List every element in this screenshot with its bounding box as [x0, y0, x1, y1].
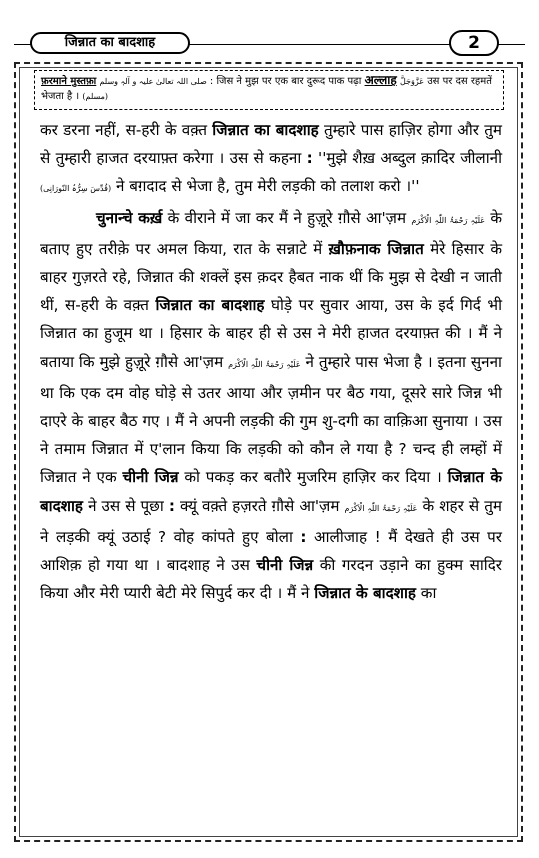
text-run: ''मुझे शैख़ अब्दुल क़ादिर जीलानी	[312, 149, 503, 168]
bold-phrase: जिन्नात के बादशाह	[40, 468, 502, 515]
saying-arabic-blessing: صلی اللہ تعالیٰ علیہ و آلہٖ وسلم	[99, 77, 207, 86]
text-run: ने बग़दाद से भेजा है, तुम मेरी लड़की को तलाश करो ।''	[111, 177, 420, 196]
text-run: का	[415, 584, 437, 603]
body-text	[40, 116, 502, 607]
arabic-honorific: عَلَیْہِ رَحْمَۃُ اللّٰہِ الْاَکْرَم	[344, 503, 418, 513]
saying-allah: अल्लाह	[364, 73, 397, 87]
text-run: के वीराने में जा कर मैं ने हुज़ूरे ग़ौसे आ'ज़म	[162, 208, 412, 227]
text-run: तुम्हारे पास हाज़िर होगा और तुम से तुम्हारी हाजत दरयाफ़्त करेगा । उस से कहना	[40, 121, 502, 168]
text-run: के बताए हुए तरीक़े पर अमल किया, रात के सन्नाटे में	[40, 208, 502, 258]
paragraph-1	[40, 116, 502, 204]
saying-box	[34, 70, 504, 110]
bold-phrase: चुनान्चे कर्ख़	[96, 208, 163, 227]
text-run: मेरे हिसार के बाहर गुज़रते रहे, जिन्नात की शक्लें इस क़दर हैबत नाक थीं कि मुझ से देखी न जाती थीं, स-हरी के वक़्त	[40, 239, 502, 315]
saying-arabic-azza: عَزَّوَجَلَّ	[399, 77, 425, 86]
bold-phrase: जिन्नात के बादशाह	[314, 584, 416, 603]
text-run: को पकड़ कर बतौरे मुजरिम हाज़िर कर दिया ।	[178, 468, 448, 487]
arabic-honorific: عَلَیْہِ رَحْمَۃُ اللّٰہِ الْاَکْرَم	[228, 359, 301, 369]
saying-text-b: उस पर दस रहमतें भेजता है ।	[41, 76, 492, 102]
text-run: क्यूं वक़्ते हज़रते ग़ौसे आ'ज़म	[174, 496, 345, 515]
text-run: ने उस से पूछा	[83, 496, 169, 515]
text-run: आलीजाह ! मैं देखते ही उस पर आशिक़ हो गया था । बादशाह ने उस	[40, 527, 502, 575]
text-run: घोड़े पर सुवार आया, उस के इर्द गिर्द भी जिन्नात का हुजूम था । हिसार के बाहर ही से उस ने मेरी हाजत दरयाफ़्त की । मैं ने बताया कि मुझे हुज़ूरे ग़ौसे आ'ज़म	[40, 296, 502, 371]
saying-text-a: : जिस ने मुझ पर एक बार दुरूद पाक पढ़ा	[209, 76, 362, 87]
saying-source: (مسلم)	[82, 92, 109, 101]
book-title: जिन्नात का बादशाह	[30, 32, 190, 54]
bold-phrase: चीनी जिन्न	[122, 468, 179, 487]
bold-phrase: चीनी जिन्न	[256, 556, 314, 575]
paragraph-2	[40, 204, 502, 608]
text-run: की गरदन उड़ाने का हुक्म सादिर किया और मेरी प्यारी बेटी मेरे सिपुर्द कर दी । मैं ने	[40, 556, 502, 603]
arabic-honorific: (قُدِّسَ سِرُّہُ النّورَانِی)	[40, 184, 112, 194]
text-run: के शहर से तुम ने लड़की क्यूं उठाई ? वोह कांपते हुए बोला	[40, 496, 502, 546]
bold-phrase: :	[300, 527, 307, 546]
arabic-honorific: عَلَیْہِ رَحْمَۃُ اللّٰہِ الْاَکْرَم	[411, 215, 486, 225]
page-header	[0, 0, 539, 60]
bold-phrase: ख़ौफ़नाक जिन्नात	[328, 239, 424, 258]
bold-phrase: :	[168, 496, 175, 515]
page-number: 2	[449, 30, 499, 56]
saying-label: फ़रमाने मुस्तफ़ा	[41, 76, 97, 87]
bold-phrase: जिन्नात का बादशाह	[155, 296, 265, 315]
text-run: कर डरना नहीं, स-हरी के वक़्त	[40, 121, 213, 139]
bold-phrase: जिन्नात का बादशाह	[212, 121, 319, 139]
text-run: ने तुम्हारे पास भेजा है । इतना सुनना था कि एक दम वोह घोड़े से उतर आया और ज़मीन पर बैठ गया, दूसरे सारे जिन्न भी दाएरे के बाहर बैठ गए । मैं ने अपनी लड़की की गुम शु-दगी का वाक़िआ सुनाया । उस ने तमाम जिन्नात में ए'लान किया कि लड़की को कौन ले गया है ? चन्द ही लम्हों में जिन्नात ने एक	[40, 352, 502, 487]
bold-phrase: :	[306, 149, 313, 168]
